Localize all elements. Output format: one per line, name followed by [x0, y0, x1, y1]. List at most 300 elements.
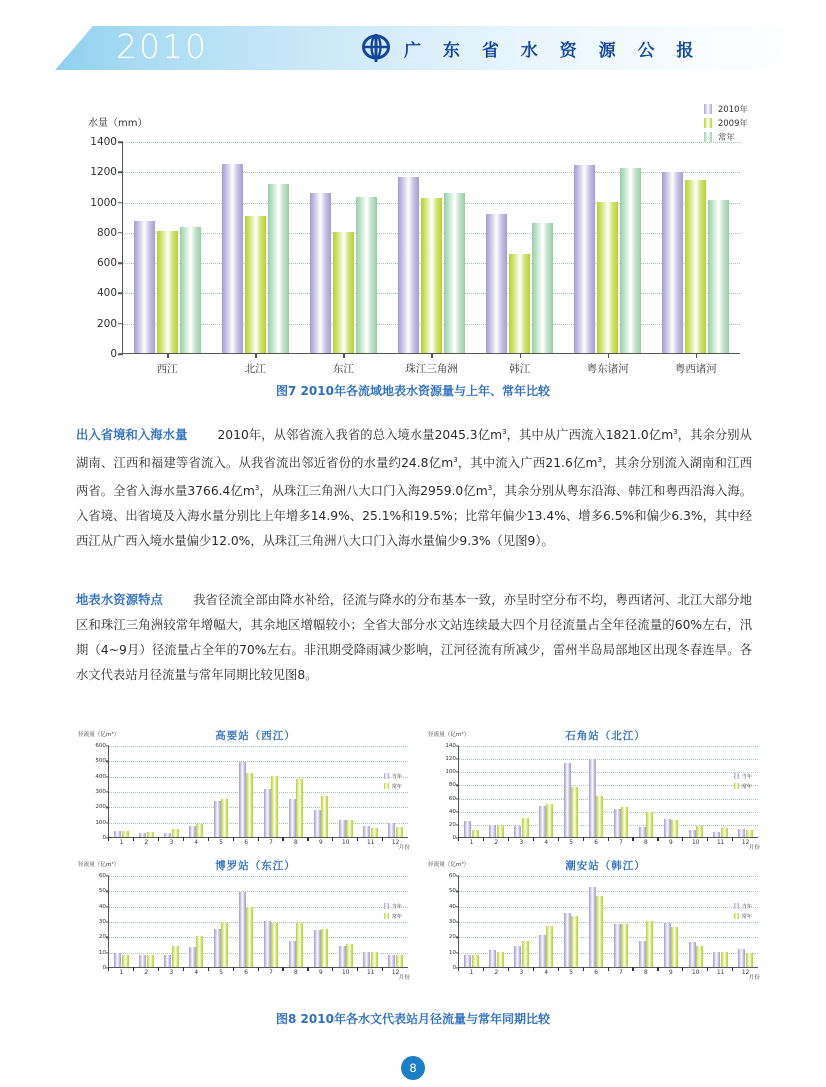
- chart-bar: [621, 924, 628, 967]
- mini-chart-legend-item: [734, 772, 752, 780]
- chart-bar: [371, 828, 378, 838]
- mini-chart-x-axis-label: 月份: [748, 845, 760, 851]
- x-axis-tick-mark: [258, 967, 259, 971]
- chart-bar: [264, 921, 271, 967]
- legend-label: 2009年: [717, 119, 748, 129]
- chart-bar: [289, 799, 296, 837]
- chart-bar: [271, 923, 278, 967]
- legend-label: 2010年: [717, 105, 748, 115]
- chart-bar: [139, 833, 146, 837]
- legend-swatch-icon: [734, 903, 739, 909]
- chart-bar-group: [209, 746, 234, 846]
- x-axis-tick-mark: [167, 353, 169, 358]
- x-axis-tick-label: 4: [194, 970, 199, 976]
- chart-bar: [157, 231, 178, 353]
- x-axis-tick-label: 12: [741, 840, 750, 846]
- x-axis-tick-mark: [632, 967, 633, 971]
- y-axis-tick-label: 0: [110, 348, 117, 360]
- chart-bar: [522, 818, 529, 837]
- x-axis-tick-mark: [158, 967, 159, 971]
- chart-bar: [310, 193, 331, 354]
- legend-label: 当年: [741, 773, 752, 780]
- chart-bar: [339, 946, 346, 967]
- chart-bar: [621, 807, 628, 837]
- chart-bar: [346, 820, 353, 837]
- x-axis-tick-label: 6: [594, 840, 598, 846]
- chart-bar: [271, 776, 278, 837]
- x-axis-tick-label: 11: [716, 970, 725, 976]
- x-axis-tick-mark: [583, 837, 584, 841]
- chart-bar-group: [484, 876, 509, 976]
- y-axis-tick-label: 600: [96, 257, 117, 270]
- chart-fig7: [0, 100, 826, 398]
- x-axis-tick-label: 5: [219, 840, 223, 846]
- mini-chart-bar-groups: [109, 746, 408, 846]
- chart-bar: [614, 809, 621, 837]
- y-axis-tick-label: 100: [95, 819, 106, 826]
- chart-bar: [222, 164, 243, 353]
- chart-gaoyao-station: [78, 728, 433, 858]
- chart-bar: [189, 947, 196, 967]
- x-axis-tick-label: 东江: [332, 363, 354, 375]
- x-axis-tick-mark: [307, 967, 308, 971]
- chart-fig7-legend-item: [704, 103, 748, 115]
- y-axis-tick-label: 400: [95, 773, 106, 780]
- chart-bar: [421, 198, 442, 353]
- x-axis-tick-mark: [208, 837, 209, 841]
- x-axis-tick-label: 2: [144, 970, 149, 976]
- y-axis-tick-label: 30: [448, 919, 456, 925]
- x-axis-tick-label: 1: [119, 970, 124, 976]
- x-axis-tick-mark: [233, 967, 234, 971]
- mini-chart-title: 高要站（西江）: [215, 730, 296, 742]
- chart-bar-group: [308, 746, 333, 846]
- x-axis-tick-mark: [255, 353, 257, 358]
- chart-bar: [346, 944, 353, 967]
- legend-label: 当年: [741, 903, 752, 910]
- y-axis-tick-label: 50: [98, 888, 106, 895]
- x-axis-tick-label: 9: [318, 970, 323, 976]
- y-axis-tick-label: 10: [98, 949, 106, 956]
- page-header: [0, 26, 826, 82]
- chart-bar: [314, 930, 321, 967]
- mini-chart-legend-item: [384, 912, 402, 920]
- chart-bar-group: [123, 142, 211, 375]
- chart-bar: [713, 832, 720, 837]
- paragraph-inflow-outflow: [76, 420, 752, 554]
- y-axis-tick-label: 40: [448, 903, 456, 910]
- chart-bar: [514, 826, 521, 837]
- chart-bar: [539, 806, 546, 837]
- chart-bar: [264, 789, 271, 837]
- y-axis-tick-label: 0: [102, 965, 106, 971]
- y-axis-tick-label: 0: [452, 835, 456, 841]
- chart-bar: [114, 831, 121, 837]
- x-axis-tick-mark: [696, 353, 698, 358]
- legend-label: 常年: [741, 783, 752, 790]
- chart-chaoan-station: [428, 858, 783, 988]
- mini-chart-bar-groups: [459, 876, 758, 976]
- mini-chart-y-axis-label: 径流量（亿m³）: [428, 732, 470, 738]
- mini-chart-y-axis-label: 径流量（亿m³）: [78, 732, 120, 738]
- x-axis-tick-mark: [533, 837, 534, 841]
- chart-bar-group: [633, 876, 658, 976]
- x-axis-tick-mark: [133, 837, 134, 841]
- x-axis-tick-mark: [520, 353, 522, 358]
- x-axis-tick-mark: [183, 967, 184, 971]
- chart-bar: [371, 952, 378, 967]
- chart-bar-group: [234, 876, 259, 976]
- chart-bar: [689, 830, 696, 837]
- y-axis-tick-label: 1200: [90, 166, 117, 179]
- chart-bar: [214, 929, 221, 967]
- chart-bar-group: [509, 876, 534, 976]
- chart-bar-group: [109, 876, 134, 976]
- chart-bar: [596, 796, 603, 837]
- x-axis-tick-label: 10: [342, 840, 350, 846]
- chart-bar: [314, 810, 321, 837]
- chart-fig7-bar-groups: [123, 142, 740, 375]
- chart-bar: [574, 165, 595, 353]
- mini-chart-y-axis-label: 径流量（亿m³）: [78, 862, 120, 868]
- chart-bar-group: [333, 746, 358, 846]
- y-axis-tick-label: 800: [96, 226, 117, 239]
- chart-bar: [388, 955, 395, 967]
- y-axis-tick-label: 0: [102, 835, 106, 841]
- chart-bar: [444, 193, 465, 354]
- chart-bar: [571, 787, 578, 837]
- y-axis-tick-label: 60: [448, 873, 456, 879]
- chart-bar: [196, 824, 203, 837]
- chart-bar-group: [184, 876, 209, 976]
- chart-bar: [363, 952, 370, 967]
- chart-bar-group: [559, 746, 584, 846]
- x-axis-tick-mark: [682, 967, 683, 971]
- chart-bar-group: [584, 876, 609, 976]
- mini-chart-legend-item: [734, 902, 752, 910]
- chart-bar: [296, 779, 303, 837]
- x-axis-tick-label: 6: [594, 970, 598, 976]
- chart-bar: [597, 202, 618, 353]
- chart-bar-group: [683, 876, 708, 976]
- chart-bar: [639, 941, 646, 967]
- chart-bar: [486, 214, 507, 353]
- y-axis-tick-label: 40: [448, 808, 456, 815]
- x-axis-tick-mark: [682, 837, 683, 841]
- x-axis-tick-mark: [382, 967, 383, 971]
- x-axis-tick-label: 6: [244, 840, 248, 846]
- x-axis-tick-label: 9: [668, 970, 673, 976]
- x-axis-tick-label: 3: [169, 970, 174, 976]
- chart-bar: [246, 773, 253, 837]
- chart-bar: [472, 955, 479, 967]
- chart-bar: [472, 830, 479, 837]
- x-axis-tick-label: 12: [391, 840, 400, 846]
- chart-bar: [221, 799, 228, 837]
- x-axis-tick-label: 粤西诸河: [674, 363, 717, 375]
- x-axis-tick-label: 3: [519, 970, 524, 976]
- mini-chart-legend-item: [384, 772, 402, 780]
- x-axis-tick-label: 9: [318, 840, 323, 846]
- chart-fig7-legend-item: [704, 117, 748, 129]
- x-axis-tick-mark: [558, 837, 559, 841]
- x-axis-tick-label: 8: [644, 970, 648, 976]
- chart-bar: [671, 820, 678, 837]
- x-axis-tick-label: 2: [494, 970, 499, 976]
- y-axis-tick-label: 600: [95, 743, 106, 749]
- x-axis-tick-mark: [583, 967, 584, 971]
- y-axis-tick-label: 30: [98, 919, 106, 925]
- paragraph-body: 2010年，从邻省流入我省的总入境水量2045.3亿$m^3$，其中从广西流入1821.0亿$m^3$，其余分别从湖南、江西和福建等省流入。从我省流出邻近省份的水量约24.8亿$m^3$，其中流入广西21.6亿$m^3$，其余分别流入湖南和江西两省。全省入海水量3766.4亿$m^3$，从珠江三角洲八大口门入海2959.0亿$m^3$，其余分别从粤东沿海、韩江和粤西沿海入海。入省境、出省境及入海水量分别比上年增多14.9%、25.1%和19.5%；比常年偏少13.4%、增多6.5%和偏少6.3%，其中经西江从广西入境水量偏少12.0%，从珠江三角洲八大口门入海水量偏少9.3%（见图9）。: [76, 428, 752, 549]
- x-axis-tick-label: 珠江三角洲: [405, 363, 458, 375]
- y-axis-tick-label: 120: [445, 756, 456, 763]
- chart-bar: [620, 168, 641, 353]
- x-axis-tick-mark: [608, 837, 609, 841]
- y-axis-tick-label: 1400: [90, 136, 117, 148]
- chart-bar: [398, 177, 419, 353]
- mini-chart-bar-groups: [109, 876, 408, 976]
- chart-bar: [713, 952, 720, 967]
- chart-bar: [147, 832, 154, 837]
- chart-bar: [571, 916, 578, 967]
- x-axis-tick-mark: [233, 837, 234, 841]
- chart-bar-group: [633, 746, 658, 846]
- chart-bar-group: [559, 876, 584, 976]
- chart-bar: [614, 924, 621, 967]
- chart-shijiao-station: [428, 728, 783, 858]
- chart-bar: [388, 823, 395, 837]
- x-axis-tick-mark: [382, 837, 383, 841]
- mini-chart-legend: [734, 902, 752, 922]
- x-axis-tick-label: 8: [294, 840, 298, 846]
- x-axis-tick-mark: [657, 837, 658, 841]
- chart-bar: [122, 831, 129, 837]
- y-axis-tick-label: 0: [452, 965, 456, 971]
- chart-bar: [489, 950, 496, 967]
- x-axis-tick-label: 6: [244, 970, 248, 976]
- chart-bar-group: [109, 746, 134, 846]
- chart-bar: [296, 923, 303, 967]
- page-title: 广 东 省 水 资 源 公 报: [404, 41, 702, 61]
- legend-swatch-icon: [734, 783, 739, 789]
- chart-bar: [489, 825, 496, 837]
- y-axis-tick-label: 100: [445, 769, 456, 776]
- x-axis-tick-label: 5: [219, 970, 223, 976]
- x-axis-tick-mark: [458, 837, 459, 841]
- chart-bar-group: [476, 142, 564, 375]
- x-axis-tick-label: 2: [144, 840, 149, 846]
- chart-bar: [721, 828, 728, 837]
- chart-bar: [721, 952, 728, 967]
- chart-bar: [589, 759, 596, 837]
- x-axis-tick-mark: [508, 837, 509, 841]
- chart-bar-group: [509, 746, 534, 846]
- x-axis-tick-mark: [158, 837, 159, 841]
- x-axis-tick-label: 1: [119, 840, 124, 846]
- chart-bar-group: [211, 142, 299, 375]
- chart-bar: [746, 953, 753, 967]
- chart-bar: [639, 827, 646, 837]
- legend-swatch-icon: [704, 118, 712, 128]
- chart-bar-group: [283, 876, 308, 976]
- x-axis-tick-mark: [483, 837, 484, 841]
- chart-bar: [671, 927, 678, 967]
- chart-bar-group: [459, 746, 484, 846]
- x-axis-tick-label: 4: [544, 970, 549, 976]
- mini-chart-plot-area: [448, 873, 760, 981]
- chart-bar-group: [658, 746, 683, 846]
- chart-bar: [396, 955, 403, 967]
- chart-bar: [464, 955, 471, 967]
- y-axis-tick-label: 20: [448, 934, 456, 941]
- chart-bar: [139, 955, 146, 967]
- chart-fig8-caption: 图8 2010年各水文代表站月径流量与常年同期比较: [276, 1012, 550, 1026]
- mini-chart-title: 博罗站（东江）: [215, 860, 296, 872]
- x-axis-tick-mark: [208, 967, 209, 971]
- chart-bar: [114, 953, 121, 967]
- x-axis-tick-label: 韩江: [509, 363, 531, 375]
- chart-bar: [321, 796, 328, 837]
- mini-chart-plot-area: [98, 873, 410, 981]
- x-axis-tick-label: 7: [269, 970, 273, 976]
- x-axis-tick-label: 7: [269, 840, 273, 846]
- x-axis-tick-label: 7: [619, 840, 623, 846]
- chart-bar: [268, 184, 289, 353]
- chart-bar: [464, 821, 471, 837]
- chart-bar: [522, 941, 529, 967]
- x-axis-tick-mark: [258, 837, 259, 841]
- chart-bar: [180, 227, 201, 353]
- x-axis-tick-label: 10: [692, 970, 700, 976]
- chart-bar-group: [259, 876, 284, 976]
- x-axis-tick-label: 5: [569, 840, 573, 846]
- chart-bar: [685, 180, 706, 353]
- chart-bar: [514, 946, 521, 967]
- legend-label: 常年: [391, 783, 402, 790]
- x-axis-tick-mark: [458, 967, 459, 971]
- x-axis-tick-label: 12: [391, 970, 400, 976]
- x-axis-tick-label: 5: [569, 970, 573, 976]
- chart-bar: [321, 929, 328, 967]
- x-axis-tick-mark: [632, 837, 633, 841]
- chart-bar-group: [358, 876, 383, 976]
- chart-bar: [497, 826, 504, 837]
- chart-bar-group: [658, 876, 683, 976]
- x-axis-tick-mark: [282, 837, 283, 841]
- legend-swatch-icon: [384, 903, 389, 909]
- x-axis-tick-label: 7: [619, 970, 623, 976]
- chart-bar: [662, 172, 683, 353]
- x-axis-tick-mark: [533, 967, 534, 971]
- chart-boluo-station: [78, 858, 433, 988]
- chart-bar: [509, 254, 530, 353]
- water-bureau-logo-icon: [360, 32, 392, 64]
- chart-bar-group: [609, 876, 634, 976]
- chart-bar: [532, 223, 553, 353]
- chart-bar: [696, 946, 703, 967]
- x-axis-tick-label: 4: [194, 840, 199, 846]
- chart-bar: [239, 762, 246, 837]
- x-axis-tick-label: 8: [294, 970, 298, 976]
- y-axis-tick-label: 20: [98, 934, 106, 941]
- paragraph-lead: 地表水资源特点: [76, 593, 163, 607]
- x-axis-tick-mark: [707, 967, 708, 971]
- chart-bar: [333, 232, 354, 353]
- paragraph-surface-water-features: [76, 588, 752, 688]
- x-axis-tick-mark: [343, 353, 345, 358]
- chart-bar: [164, 833, 171, 837]
- chart-bar-group: [708, 746, 733, 846]
- chart-bar: [196, 936, 203, 967]
- chart-bar-group: [652, 142, 740, 375]
- chart-bar: [122, 955, 129, 967]
- x-axis-tick-label: 11: [716, 840, 725, 846]
- chart-bar-group: [234, 746, 259, 846]
- paragraph-body: 我省径流全部由降水补给，径流与降水的分布基本一致，亦呈时空分布不均，粤西诸河、北江大部分地区和珠江三角洲较常年增幅大，其余地区增幅较小；全省大部分水文站连续最大四个月径流量占全年径流量的60%左右，汛期（4~9月）径流量占全年的70%左右。非汛期受降雨减少影响，江河径流有所减少，雷州半岛局部地区出现冬春连旱。各水文代表站月径流量与常年同期比较见图8。: [76, 593, 752, 682]
- chart-bar: [738, 949, 745, 967]
- x-axis-tick-mark: [431, 353, 433, 358]
- chart-bar: [239, 892, 246, 967]
- chart-bar-group: [683, 746, 708, 846]
- x-axis-tick-mark: [707, 837, 708, 841]
- x-axis-tick-mark: [357, 837, 358, 841]
- legend-swatch-icon: [704, 104, 712, 114]
- chart-bar: [221, 923, 228, 967]
- x-axis-tick-label: 1: [469, 970, 474, 976]
- mini-chart-bar-groups: [459, 746, 758, 846]
- chart-bar-group: [333, 876, 358, 976]
- legend-label: 当年: [391, 903, 402, 910]
- y-axis-tick-label: 50: [448, 888, 456, 895]
- x-axis-tick-label: 10: [342, 970, 350, 976]
- x-axis-tick-label: 3: [519, 840, 524, 846]
- chart-bar-group: [159, 876, 184, 976]
- chart-bar: [664, 923, 671, 967]
- chart-fig7-caption: 图7 2010年各流域地表水资源量与上年、常年比较: [276, 384, 550, 398]
- mini-chart-x-axis-label: 月份: [748, 975, 760, 981]
- y-axis-tick-label: 40: [98, 903, 106, 910]
- x-axis-tick-label: 2: [494, 840, 499, 846]
- chart-bar-group: [358, 746, 383, 846]
- y-axis-tick-label: 400: [96, 287, 117, 300]
- chart-bar-group: [564, 142, 652, 375]
- chart-bar: [172, 946, 179, 967]
- x-axis-tick-mark: [732, 967, 733, 971]
- chart-bar: [147, 955, 154, 967]
- legend-label: 常年: [391, 913, 402, 920]
- y-axis-tick-label: 20: [448, 821, 456, 828]
- chart-bar-group: [484, 746, 509, 846]
- chart-bar: [214, 801, 221, 837]
- legend-swatch-icon: [734, 913, 739, 919]
- y-axis-tick-label: 80: [448, 782, 456, 789]
- y-axis-tick-label: 1000: [90, 196, 117, 209]
- chart-bar-group: [159, 746, 184, 846]
- y-axis-tick-label: 60: [448, 795, 456, 802]
- x-axis-tick-mark: [732, 837, 733, 841]
- chart-bar: [564, 763, 571, 837]
- chart-bar-group: [184, 746, 209, 846]
- mini-chart-title: 潮安站（韩江）: [565, 860, 646, 872]
- chart-bar: [363, 826, 370, 837]
- x-axis-tick-mark: [108, 837, 109, 841]
- chart-bar-group: [708, 876, 733, 976]
- chart-bar: [546, 804, 553, 837]
- x-axis-tick-mark: [332, 837, 333, 841]
- chart-bar-group: [259, 746, 284, 846]
- chart-bar: [164, 955, 171, 967]
- x-axis-tick-label: 3: [169, 840, 174, 846]
